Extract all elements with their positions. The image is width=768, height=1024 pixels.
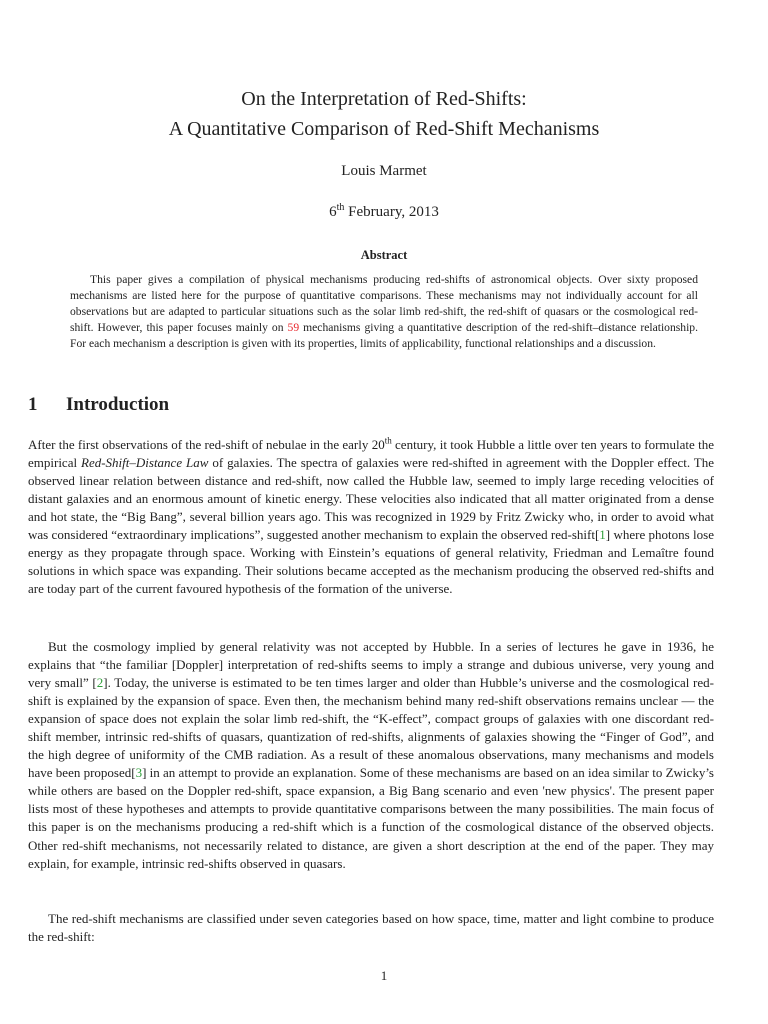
publication-date [0, 204, 768, 221]
paper-title-line-2: A Quantitative Comparison of Red-Shift Mechanisms [168, 118, 600, 140]
section-title: Introduction [66, 394, 170, 415]
p2-text-3: ] in an attempt to provide an explanation. Some of these mechanisms are based on an idea similar to Zwicky’s while others are based on the Doppler red-shift, space expansion, a Big Bang scenario and even 'new physics'. The present paper lists most of these hypotheses and attempts to provide quantitative comparisons between the many possibilities. The main focus of this paper is on the mechanisms producing a red-shift which is a function of the cosmological distance of the observed objects. Other red-shift mechanisms, not necessarily related to distance, are given a short description at the end of the paper. They may explain, for example, intrinsic red-shifts observed in quasars. [28, 765, 714, 871]
author-name: Louis Marmet [341, 163, 427, 179]
abstract-body [70, 272, 698, 352]
paragraph-1 [28, 436, 714, 598]
page-number: 1 [380, 968, 388, 983]
p1-text-1: After the first observations of the red-shift of nebulae in the early 20 [28, 437, 385, 452]
date-day: 6 [329, 204, 337, 220]
citation-link-2[interactable]: 2 [96, 675, 104, 691]
section-number: 1 [28, 394, 38, 415]
date-rest: February, 2013 [344, 204, 439, 220]
p1-text-2: century, it took Hubble a little over ten years to formulate the empirical [28, 437, 714, 471]
section-heading-introduction [28, 394, 728, 416]
citation-link-1[interactable]: 1 [599, 527, 606, 543]
abstract-text-1: This paper gives a compilation of physical mechanisms producing red-shifts of astronomical objects. Over sixty proposed mechanisms are listed here for the purpose of quantitative comparisons. These mechanisms may not individually account for all observations but are adapted to particular situations such as the solar limb red-shift, the red-shift of quasars or the cosmological red-shift. However, this paper focuses mainly on [70, 273, 698, 334]
p1-emphasis: Red-Shift–Distance Law [81, 455, 209, 471]
abstract-text-2: mechanisms giving a quantitative description of the red-shift–distance relationship. For each mechanism a description is given with its properties, limits of applicability, functional relationships and a discussion. [70, 320, 698, 350]
paper-title-line-1: On the Interpretation of Red-Shifts: [241, 88, 527, 110]
paragraph-3: The red-shift mechanisms are classified under seven categories based on how space, time, matter and light combine to produce the red-shift: [28, 911, 714, 945]
abstract-heading: Abstract [360, 248, 408, 262]
citation-link-3[interactable]: 3 [135, 765, 143, 781]
p2-text-2: ]. Today, the universe is estimated to be ten times larger and older than Hubble’s universe and the cosmological red-shift is explained by the expansion of space. Even then, the mechanism behind many red-shift observations remains unclear — the expansion of space does not explain the solar limb red-shift, the “K-effect”, compact groups of galaxies with one discordant red-shift member, intrinsic red-shifts of quasars, quantization of red-shifts, alignments of galaxies showing the “Finger of God”, and the high degree of uniformity of the CMB radiation. As a result of these anomalous observations, many mechanisms and models have been proposed[ [28, 675, 714, 781]
p1-text-4: ] where photons lose energy as they propagate through space. Working with Einstein’s equations of general relativity, Friedman and Lemaître found solutions in which space was expanding. Their solutions became accepted as the mechanism producing the observed red-shifts and are today part of the current favoured hypothesis of the formation of the universe. [28, 527, 714, 597]
paragraph-2 [28, 638, 714, 873]
p1-superscript: th [384, 435, 392, 446]
p1-text-3: of galaxies. The spectra of galaxies were red-shifted in agreement with the Doppler effect. The observed linear relation between distance and red-shift, now called the Hubble law, seemed to imply large receding velocities of distant galaxies and an enormous amount of kinetic energy. These velocities also indicated that all matter originated from a dense and hot state, the “Big Bang”, several billion years ago. This was recognized in 1929 by Fritz Zwicky who, in order to avoid what was considered “extraordinary implications”, suggested another mechanism to explain the observed red-shift[ [28, 455, 714, 543]
mechanism-count-link[interactable]: 59 [287, 320, 300, 334]
p2-text-1: But the cosmology implied by general relativity was not accepted by Hubble. In a series of lectures he gave in 1936, he explains that “the familiar [Doppler] interpretation of red-shifts seems to imply a strange and dubious universe, very young and very small” [ [28, 639, 714, 691]
date-ordinal: th [336, 202, 345, 213]
